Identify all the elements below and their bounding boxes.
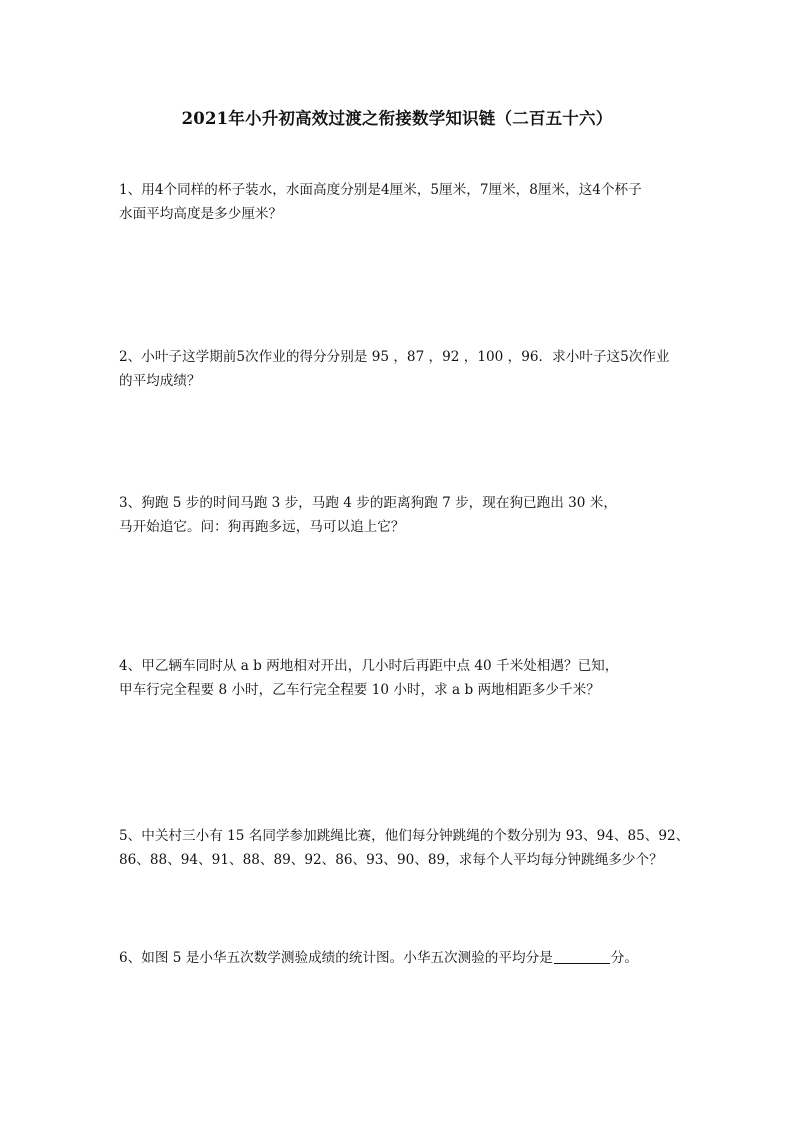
question-3-line-1: 3、狗跑 5 步的时间马跑 3 步，马跑 4 步的距离狗跑 7 步，现在狗已跑出 30 米， xyxy=(119,495,617,511)
question-6-line-1 xyxy=(119,946,679,970)
question-2-line-1: 2、小叶子这学期前5次作业的得分分别是 95 ，87 ，92 ，100 ，96．求小叶子这5次作业 xyxy=(119,349,670,365)
question-5 xyxy=(119,824,690,872)
question-1-line-2: 水面平均高度是多少厘米？ xyxy=(119,206,283,222)
question-3 xyxy=(119,491,679,539)
question-3-line-2: 马开始追它。问：狗再跑多远，马可以追上它？ xyxy=(119,519,405,535)
question-4 xyxy=(119,654,679,702)
question-5-line-1: 5、中关村三小有 15 名同学参加跳绳比赛，他们每分钟跳绳的个数分别为 93、94、85、92、 xyxy=(119,828,690,844)
question-2 xyxy=(119,345,679,393)
question-4-line-1: 4、甲乙辆车同时从 a b 两地相对开出，几小时后再距中点 40 千米处相遇？已知， xyxy=(119,658,619,674)
question-5-line-2: 86、88、94、91、88、89、92、86、93、90、89，求每个人平均每分钟跳绳多少个？ xyxy=(119,852,663,868)
page-title: 2021年小升初高效过渡之衔接数学知识链（二百五十六） xyxy=(181,109,613,128)
question-4-line-2: 甲车行完全程要 8 小时，乙车行完全程要 10 小时，求 a b 两地相距多少千米？ xyxy=(119,682,600,698)
question-6-text: 6、如图 5 是小华五次数学测验成绩的统计图。小华五次测验的平均分是 xyxy=(119,950,553,966)
answer-blank[interactable] xyxy=(554,949,610,964)
question-2-line-2: 的平均成绩？ xyxy=(119,373,201,389)
question-1 xyxy=(119,178,679,226)
question-6-unit: 分。 xyxy=(610,950,638,966)
question-6 xyxy=(119,946,679,970)
question-1-line-1: 1、用4个同样的杯子装水，水面高度分别是4厘米，5厘米，7厘米，8厘米，这4个杯子 xyxy=(119,182,642,198)
